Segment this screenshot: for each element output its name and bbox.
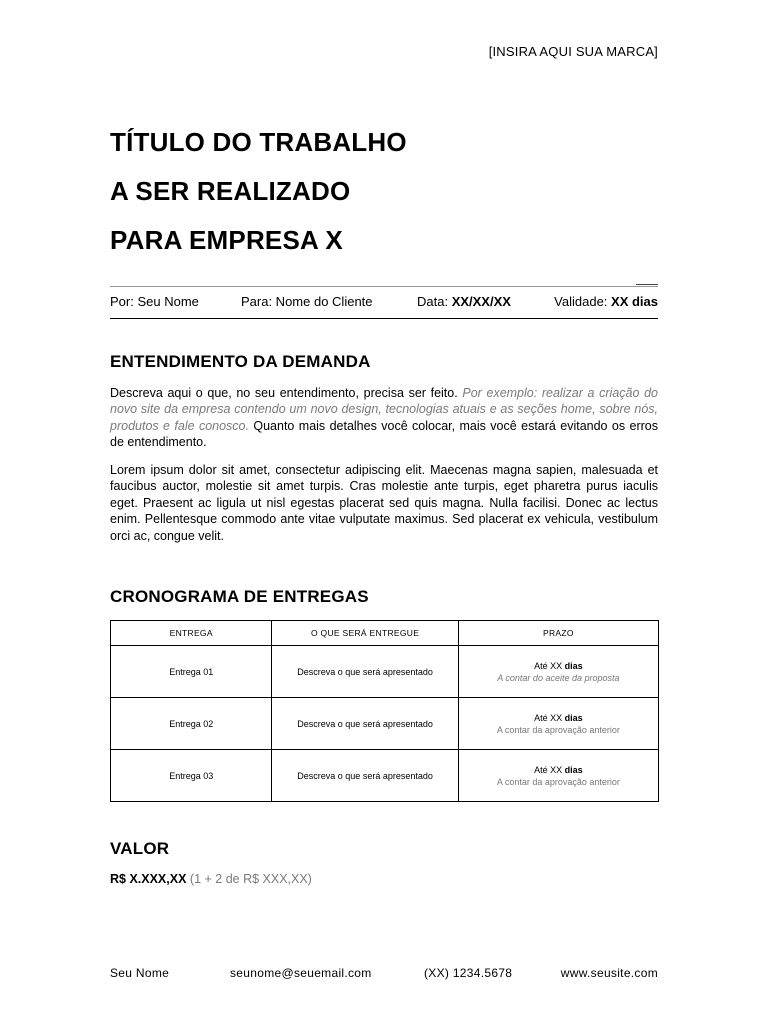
schedule-header-row bbox=[111, 621, 659, 646]
price-amount: R$ X.XXX,XX bbox=[110, 872, 187, 886]
cell-descricao: Descreva o que será apresentado bbox=[272, 750, 458, 802]
footer-email[interactable]: seunome@seuemail.com bbox=[230, 966, 372, 980]
prazo-value: XX bbox=[550, 660, 563, 671]
price-installments: (1 + 2 de R$ XXX,XX) bbox=[186, 872, 312, 886]
column-header-entrega: ENTREGA bbox=[111, 621, 272, 646]
meta-date-label: Data: bbox=[417, 294, 452, 309]
footer-website[interactable]: www.seusite.com bbox=[560, 966, 658, 980]
footer-name: Seu Nome bbox=[110, 966, 170, 980]
entendimento-intro: Descreva aqui o que, no seu entendimento, precisa ser feito. bbox=[110, 386, 463, 400]
meta-author: Por: Seu Nome bbox=[110, 294, 199, 309]
prazo-prefix: Até bbox=[534, 764, 551, 775]
entendimento-paragraph-2: Lorem ipsum dolor sit amet, consectetur adipiscing elit. Maecenas magna sapien, malesuada et faucibus auctor, molestie sit amet turpis. Cras molestie ante turpis, eget pharetra purus iaculis eget. Praesent ac ligula ut nisl egestas placerat sed quis magna. Nulla facilisi. Donec ac lectus enim. Pellentesque commodo ante vitae vulputate maximus. Sed placerat ex vehicula, vestibulum orci ac, congue velit. bbox=[110, 463, 658, 543]
entendimento-paragraph-1 bbox=[110, 385, 658, 451]
cell-descricao: Descreva o que será apresentado bbox=[272, 646, 458, 698]
prazo-note: A contar da aprovação anterior bbox=[496, 724, 620, 735]
meta-corner-mark bbox=[636, 284, 658, 285]
cell-entrega: Entrega 03 bbox=[111, 750, 272, 802]
footer bbox=[110, 966, 658, 982]
document-title bbox=[110, 118, 407, 265]
prazo-note: A contar do aceite da proposta bbox=[497, 672, 620, 683]
brand-placeholder: [INSIRA AQUI SUA MARCA] bbox=[488, 44, 658, 59]
prazo-main bbox=[459, 713, 658, 723]
prazo-main bbox=[459, 661, 658, 671]
meta-top-divider bbox=[110, 286, 658, 287]
meta-validity-label: Validade: bbox=[554, 294, 612, 309]
entendimento-example: Por exemplo: realizar a criação do novo site da empresa contendo um novo design, tecnologias atuais e as seções home, sobre nós, produtos e fale conosco. bbox=[110, 386, 658, 433]
cell-entrega: Entrega 01 bbox=[111, 646, 272, 698]
prazo-prefix: Até bbox=[534, 660, 551, 671]
meta-client: Para: Nome do Cliente bbox=[241, 294, 373, 309]
column-header-descricao: O QUE SERÁ ENTREGUE bbox=[272, 621, 458, 646]
table-row bbox=[111, 646, 659, 698]
section-heading-entendimento: ENTENDIMENTO DA DEMANDA bbox=[110, 352, 371, 371]
prazo-prefix: Até bbox=[534, 712, 551, 723]
section-heading-valor: VALOR bbox=[110, 839, 170, 858]
meta-validity bbox=[554, 294, 658, 309]
prazo-suffix: dias bbox=[562, 712, 583, 723]
cell-prazo bbox=[458, 698, 658, 750]
table-row bbox=[111, 750, 659, 802]
section-heading-cronograma: CRONOGRAMA DE ENTREGAS bbox=[110, 587, 369, 606]
prazo-note: A contar da aprovação anterior bbox=[496, 776, 620, 787]
title-line-1: TÍTULO DO TRABALHO bbox=[110, 127, 407, 157]
entendimento-advice: Quanto mais detalhes você colocar, mais você estará evitando os erros de entendimento. bbox=[110, 418, 658, 450]
meta-bottom-divider bbox=[110, 318, 658, 319]
meta-validity-value: XX dias bbox=[611, 294, 658, 309]
meta-row bbox=[110, 294, 658, 312]
cell-entrega: Entrega 02 bbox=[111, 698, 272, 750]
schedule-table bbox=[110, 620, 659, 802]
meta-date-value: XX/XX/XX bbox=[451, 294, 511, 309]
title-line-2: A SER REALIZADO bbox=[110, 176, 351, 206]
cell-prazo bbox=[458, 646, 658, 698]
prazo-main bbox=[459, 765, 658, 775]
cell-prazo bbox=[458, 750, 658, 802]
prazo-suffix: dias bbox=[562, 660, 583, 671]
prazo-value: XX bbox=[550, 764, 563, 775]
prazo-value: XX bbox=[550, 712, 563, 723]
prazo-suffix: dias bbox=[562, 764, 583, 775]
meta-date bbox=[417, 294, 511, 309]
cell-descricao: Descreva o que será apresentado bbox=[272, 698, 458, 750]
table-row bbox=[111, 698, 659, 750]
title-line-3: PARA EMPRESA X bbox=[110, 225, 343, 255]
column-header-prazo: PRAZO bbox=[458, 621, 658, 646]
price-line bbox=[110, 872, 312, 886]
footer-phone: (XX) 1234.5678 bbox=[424, 966, 513, 980]
